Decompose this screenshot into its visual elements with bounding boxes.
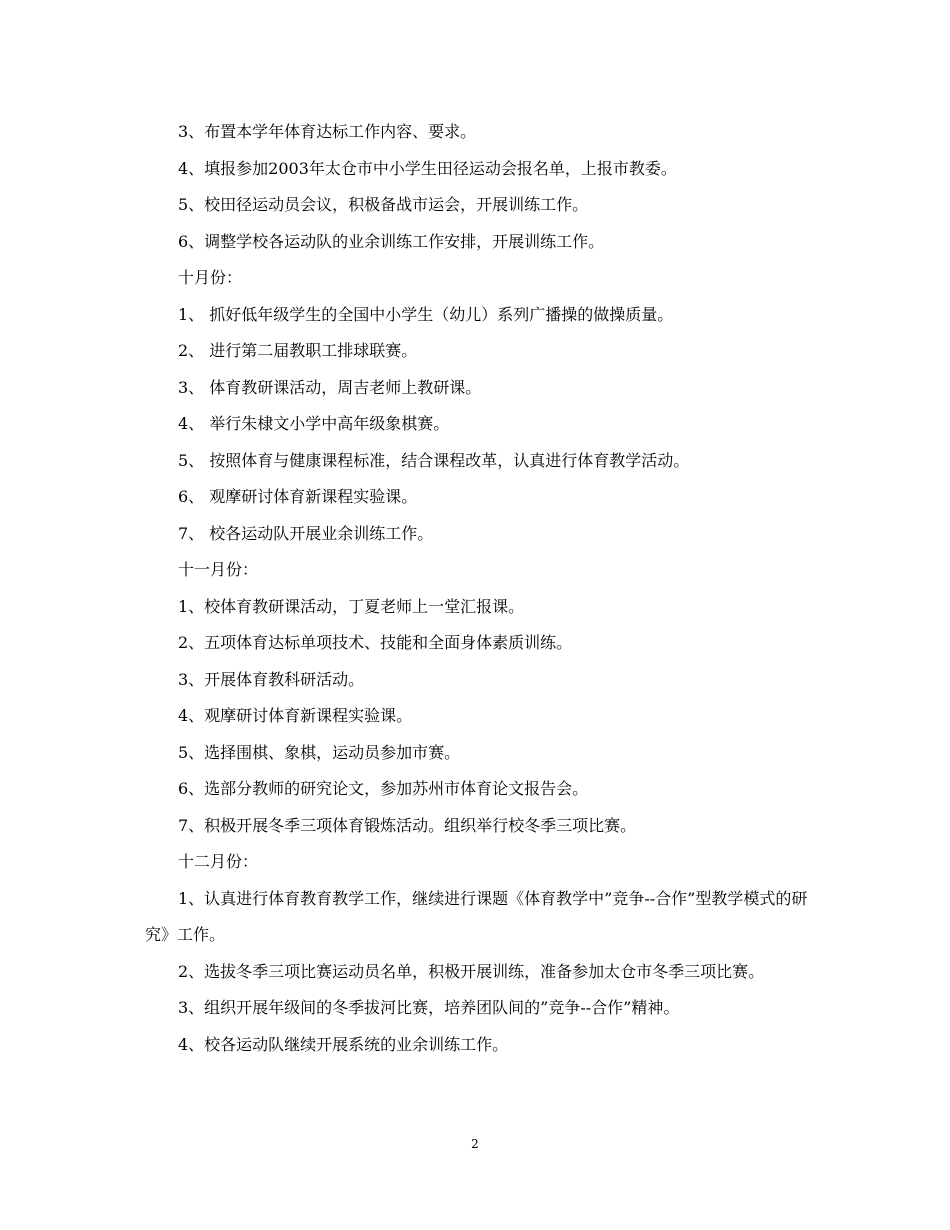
list-item: 6、 观摩研讨体育新课程实验课。 bbox=[178, 487, 418, 506]
list-item: 2、 进行第二届教职工排球联赛。 bbox=[178, 341, 418, 360]
list-item: 6、选部分教师的研究论文，参加苏州市体育论文报告会。 bbox=[178, 779, 589, 798]
list-item: 3、 体育教研课活动，周吉老师上教研课。 bbox=[178, 377, 482, 397]
section-heading-december: 十二月份： bbox=[178, 852, 259, 871]
list-item: 1、认真进行体育教育教学工作，继续进行课题《体育教学中”竞争--合作”型教学模式的研究》工作。 bbox=[145, 888, 808, 944]
list-item: 2、五项体育达标单项技术、技能和全面身体素质训练。 bbox=[178, 633, 573, 652]
list-item: 2、选拔冬季三项比赛运动员名单，积极开展训练，准备参加太仓市冬季三项比赛。 bbox=[178, 961, 765, 981]
page-number: 2 bbox=[471, 1137, 479, 1151]
list-item: 6、调整学校各运动队的业余训练工作安排，开展训练工作。 bbox=[178, 231, 605, 251]
list-item: 5、 按照体育与健康课程标准，结合课程改革，认真进行体育教学活动。 bbox=[178, 450, 690, 470]
list-item: 3、开展体育教科研活动。 bbox=[178, 669, 365, 689]
list-item: 4、 举行朱棣文小学中高年级象棋赛。 bbox=[178, 414, 450, 433]
list-item: 4、校各运动队继续开展系统的业余训练工作。 bbox=[178, 1034, 509, 1054]
list-item: 7、 校各运动队开展业余训练工作。 bbox=[178, 523, 434, 543]
list-item: 1、校体育教研课活动，丁夏老师上一堂汇报课。 bbox=[178, 596, 525, 616]
list-item: 7、积极开展冬季三项体育锻炼活动。组织举行校冬季三项比赛。 bbox=[178, 815, 637, 835]
list-item: 4、填报参加2003年太仓市中小学生田径运动会报名单，上报市教委。 bbox=[178, 158, 677, 178]
list-item: 1、 抓好低年级学生的全国中小学生（幼儿）系列广播操的做操质量。 bbox=[178, 304, 674, 324]
list-item: 3、布置本学年体育达标工作内容、要求。 bbox=[178, 122, 477, 141]
list-item: 3、组织开展年级间的冬季拔河比赛，培养团队间的”竞争--合作”精神。 bbox=[178, 998, 680, 1017]
list-item: 5、校田径运动员会议，积极备战市运会，开展训练工作。 bbox=[178, 195, 589, 214]
list-item: 5、选择围棋、象棋，运动员参加市赛。 bbox=[178, 742, 461, 762]
list-item: 4、观摩研讨体育新课程实验课。 bbox=[178, 706, 413, 725]
section-heading-november: 十一月份： bbox=[178, 560, 259, 579]
document-body bbox=[145, 114, 810, 1063]
section-heading-october: 十月份： bbox=[178, 268, 243, 287]
